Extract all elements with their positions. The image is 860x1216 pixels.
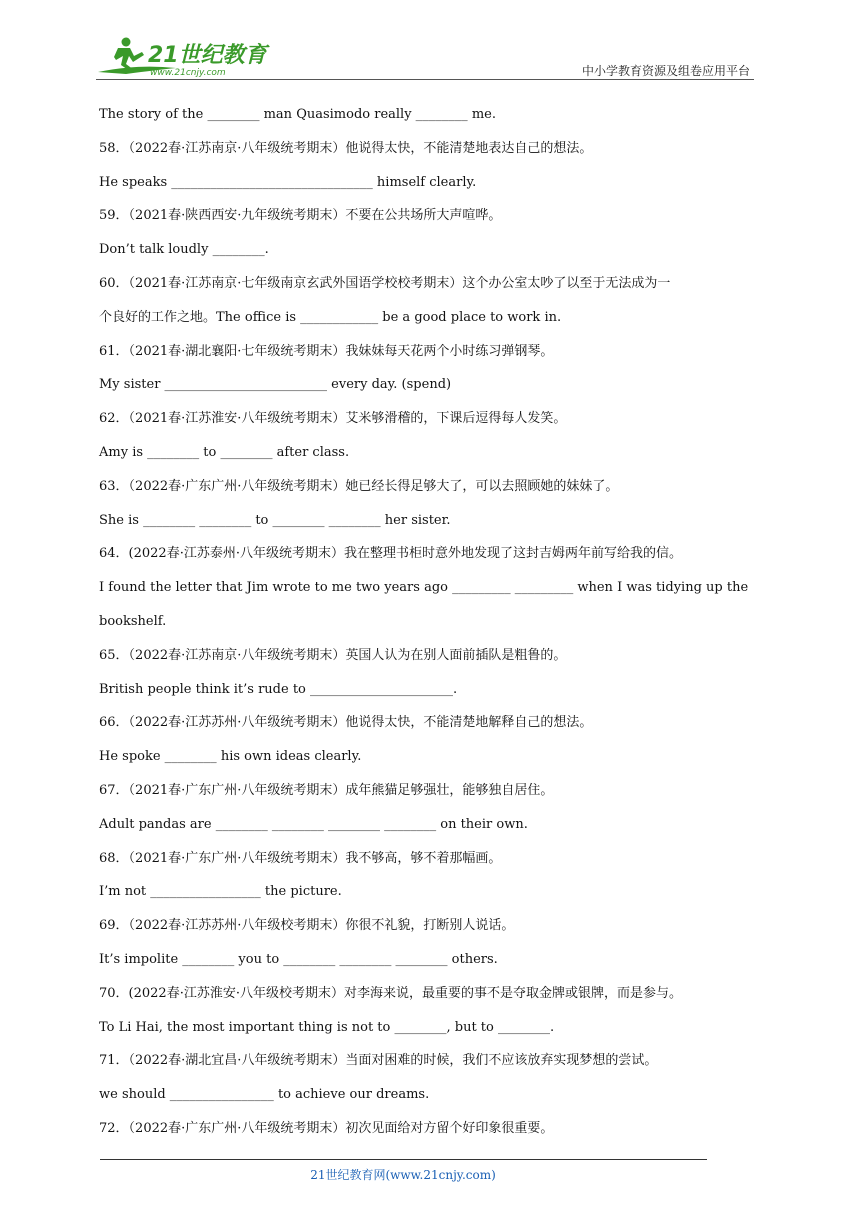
- question-line: 66．（2022春·江苏苏州·八年级统考期末）他说得太快，不能清楚地解释自己的想法。: [99, 715, 593, 731]
- question-line: My sister _________________________ every day. (spend): [99, 377, 452, 393]
- question-line: It’s impolite ________ you to ________ ________ ________ others.: [99, 951, 498, 967]
- question-line: 60．（2021春·江苏南京·七年级南京玄武外国语学校校考期末）这个办公室太吵了以至于无法成为一: [99, 275, 671, 291]
- question-line: To Li Hai, the most important thing is not to ________, but to ________.: [99, 1019, 555, 1035]
- question-line: She is ________ ________ to ________ ________ her sister.: [99, 512, 451, 528]
- question-line: 67．（2021春·广东广州·八年级统考期末）成年熊猫足够强壮，能够独自居住。: [99, 782, 554, 798]
- question-line: 72．（2022春·广东广州·八年级统考期末）初次见面给对方留个好印象很重要。: [99, 1120, 554, 1136]
- question-line: 64．(2022春·江苏泰州·八年级统考期末）我在整理书柜时意外地发现了这封吉姆两年前写给我的信。: [99, 546, 682, 562]
- question-line: 58．（2022春·江苏南京·八年级统考期末）他说得太快，不能清楚地表达自己的想法。: [99, 140, 593, 156]
- question-line: Don’t talk loudly ________.: [99, 242, 269, 258]
- question-line: 62．（2021春·江苏淮安·八年级统考期末）艾米够滑稽的，下课后逗得每人发笑。: [99, 411, 567, 427]
- question-line: Amy is ________ to ________ after class.: [99, 444, 350, 460]
- question-line: bookshelf.: [99, 613, 167, 629]
- page-header: [96, 34, 760, 80]
- logo-text: 21世纪教育: [148, 43, 267, 68]
- question-line: 68．（2021春·广东广州·八年级统考期末）我不够高，够不着那幅画。: [99, 850, 502, 866]
- question-line: 个良好的工作之地。The office is ____________ be a good place to work in.: [99, 309, 562, 325]
- runner-logo-icon: [96, 34, 276, 78]
- question-line: 63．（2022春·广东广州·八年级统考期末）她已经长得足够大了，可以去照顾她的妹妹了。: [99, 478, 619, 494]
- question-line: 59．（2021春·陕西西安·九年级统考期末）不要在公共场所大声喧哗。: [99, 208, 502, 224]
- question-line: 65．（2022春·江苏南京·八年级统考期末）英国人认为在别人面前插队是粗鲁的。: [99, 647, 567, 663]
- question-list: [99, 98, 764, 1146]
- question-line: 61．（2021春·湖北襄阳·七年级统考期末）我妹妹每天花两个小时练习弹钢琴。: [99, 343, 554, 359]
- question-line: British people think it’s rude to ______________________.: [99, 681, 458, 697]
- question-line: The story of the ________ man Quasimodo really ________ me.: [99, 107, 496, 122]
- question-line: He spoke ________ his own ideas clearly.: [99, 749, 362, 765]
- question-line: 69．（2022春·江苏苏州·八年级校考期末）你很不礼貌，打断别人说话。: [99, 918, 515, 934]
- question-line: He speaks _______________________________ himself clearly.: [99, 174, 477, 190]
- platform-name: 中小学教育资源及组卷应用平台: [581, 64, 750, 78]
- footer-link[interactable]: 21世纪教育网(www.21cnjy.com): [310, 1168, 496, 1182]
- header-divider: [96, 79, 754, 80]
- question-line: I’m not _________________ the picture.: [99, 884, 342, 900]
- question-line: Adult pandas are ________ ________ ________ ________ on their own.: [99, 816, 528, 832]
- question-line: we should ________________ to achieve our dreams.: [99, 1087, 430, 1103]
- question-line: 71．（2022春·湖北宜昌·八年级统考期末）当面对困难的时候，我们不应该放弃实现梦想的尝试。: [99, 1053, 658, 1069]
- question-line: 70．(2022春·江苏淮安·八年级校考期末）对李海来说，最重要的事不是夺取金牌或银牌，而是参与。: [99, 985, 682, 1001]
- site-logo[interactable]: [96, 34, 276, 78]
- logo-url: www.21cnjy.com: [150, 68, 226, 78]
- question-line: I found the letter that Jim wrote to me two years ago _________ _________ when I was tidying up the: [99, 580, 749, 596]
- footer-divider: [100, 1159, 707, 1160]
